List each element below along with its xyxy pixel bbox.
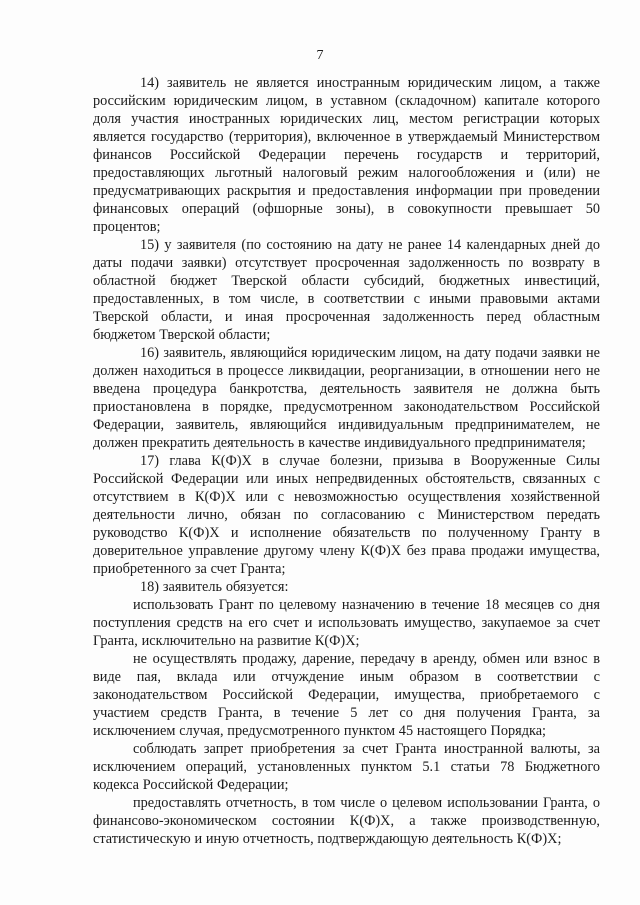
obligation-reporting: предоставлять отчетность, в том числе о целевом использовании Гранта, о финансово-экономическом состоянии К(Ф)Х, а также производственную, статистическую и иную отчетность, подтверждающую деятельность К(Ф)Х; [93, 795, 600, 847]
paragraph-item-15: 15) у заявителя (по состоянию на дату не ранее 14 календарных дней до даты подачи заявки) отсутствует просроченная задолженность по возврату в областной бюджет Тверской области субсидий, бюджетных инвестиций, предоставленных, в том числе, в соответствии с иными правовыми актами Тверской области, и иная просроченная задолженность перед областным бюджетом Тверской области; [93, 237, 600, 343]
obligation-no-alienation: не осуществлять продажу, дарение, передачу в аренду, обмен или взнос в виде пая, вклада или отчуждение иным образом в соответствии с законодательством Российской Федерации, имущества, приобретаемого с участием средств Гранта, в течение 5 лет со дня получения Гранта, за исключением случая, предусмотренного пунктом 45 настоящего Порядка; [93, 651, 600, 739]
page-number: 7 [316, 48, 324, 63]
paragraph-item-16: 16) заявитель, являющийся юридическим лицом, на дату подачи заявки не должен находиться в процессе ликвидации, реорганизации, в отношении него не введена процедура банкротства, деятельность заявителя не должна быть приостановлена в порядке, предусмотренном законодательством Российской Федерации, заявитель, являющийся индивидуальным предпринимателем, не должен прекратить деятельность в качестве индивидуального предпринимателя; [93, 345, 600, 451]
obligation-currency-ban: соблюдать запрет приобретения за счет Гранта иностранной валюты, за исключением операций, установленных пунктом 5.1 статьи 78 Бюджетного кодекса Российской Федерации; [93, 741, 600, 793]
paragraph-item-18: 18) заявитель обязуется: [140, 579, 289, 595]
document-body [93, 74, 600, 848]
obligation-use-grant: использовать Грант по целевому назначению в течение 18 месяцев со дня поступления средств на его счет и использовать имущество, закупаемое за счет Гранта, исключительно на развитие К(Ф)Х; [93, 597, 600, 649]
paragraph-item-14: 14) заявитель не является иностранным юридическим лицом, а также российским юридическим лицом, в уставном (складочном) капитале которого доля участия иностранных юридических лиц, местом регистрации которых является государство (территория), включенное в утверждаемый Министерством финансов Российской Федерации перечень государств и территорий, предоставляющих льготный налоговый режим налогообложения и (или) не предусматривающих раскрытия и предоставления информации при проведении финансовых операций (офшорные зоны), в совокупности превышает 50 процентов; [93, 75, 600, 235]
paragraph-item-17: 17) глава К(Ф)Х в случае болезни, призыва в Вооруженные Силы Российской Федерации или иных непредвиденных обстоятельств, связанных с отсутствием в К(Ф)Х или с невозможностью осуществления хозяйственной деятельности лично, обязан по согласованию с Министерством передать руководство К(Ф)Х и исполнение обязательств по полученному Гранту в доверительное управление другому члену К(Ф)Х без права продажи имущества, приобретенного за счет Гранта; [93, 453, 600, 577]
